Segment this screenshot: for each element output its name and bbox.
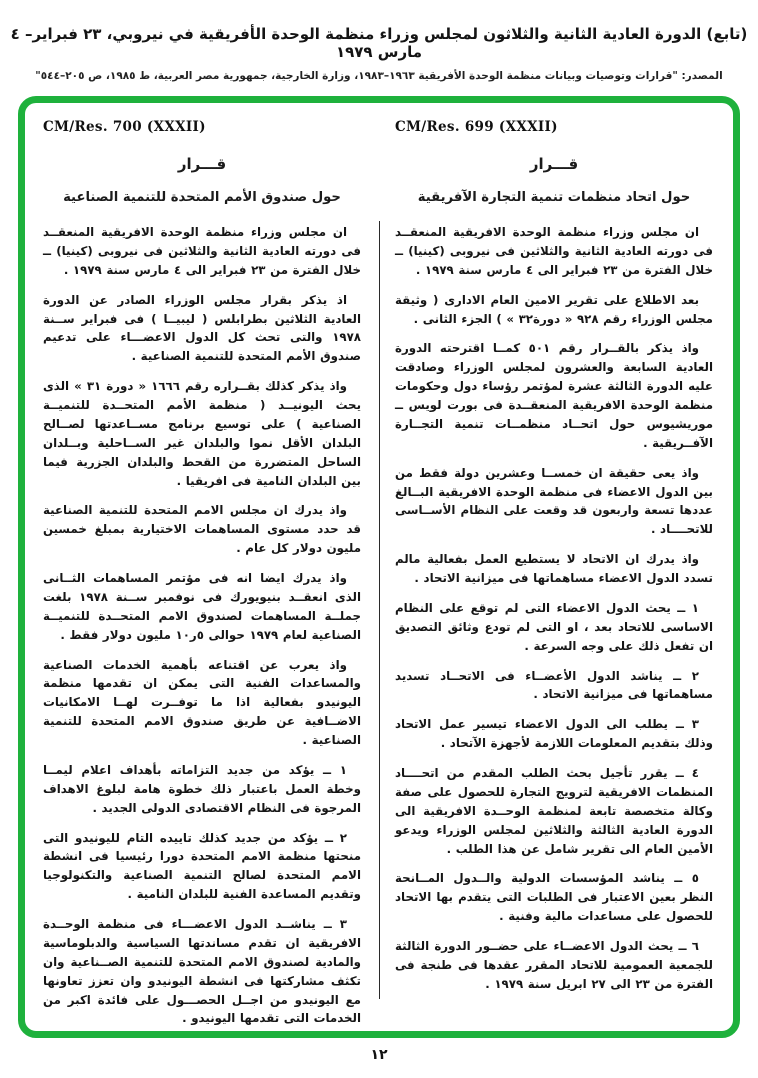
resolution-paragraph: واذ يعى حقيقة ان خمســا وعشرين دولة فقط من بين الدول الاعضاء فى منظمة الوحدة الافريقية البــالغ عددها تسعة واربعون قد وقعت على النظام الأســاسى للاتحــــاد .: [395, 465, 713, 537]
resolution-clause-5: ٥ ــ يناشد المؤسسات الدولية والــدول المــانحة النظر بعين الاعتبار فى الطلبات التى يتقدم بها الاتحاد للحصول على مساعدات مالية وفنية .: [395, 871, 713, 924]
resolution-ref: CM/Res. 700 (XXXII): [43, 119, 206, 135]
resolution-clause-1: ١ ــ يحث الدول الاعضاء التى لم توقع على النظام الاساسى للاتحاد بعد ، او التى لم تودع وثائق التصديق ان تفعل ذلك على وجه السرعة .: [395, 600, 713, 653]
resolution-paragraph: واذ يذكر كذلك بقــراره رقم ١٦٦٦ « دورة ٣١ » الذى يحث اليونيــد ( منظمة الأمم المتحــدة للتنميــة الصناعية ) على توسيع برنامج مســاعدتها لصــالح البلدان الأقل نموا والبلدان غير الســاحلية وبــلدان الساحل المتضررة من القحط والبلدان الجزرية فيما بين البلدان النامية فى افريقيا .: [43, 379, 361, 488]
resolution-paragraph: واذ يعرب عن اقتناعه بأهمية الخدمات الصناعية والمساعدات الفنية التى يمكن ان تقدمها منظمة اليونيدو بفعالية اذا ما توفــرت لهــا الامكانيات الاضــافية عن طريق صندوق الامم المتحدة للتنمية الصناعية .: [43, 657, 361, 747]
resolution-ref: CM/Res. 699 (XXXII): [395, 119, 558, 135]
resolution-paragraph: ان مجلس وزراء منظمة الوحدة الافريقية المنعقــد فى دورته العادية الثانية والثلاثين فى نيروبى (كينيا) ــ خلال الفترة من ٢٣ فبراير الى ٤ مارس سنة ١٩٧٩ .: [43, 225, 361, 277]
resolution-paragraph: واذ يذكر بالقــرار رقم ٥٠١ كمــا اقترحته الدورة العادية السابعة والعشرون لمجلس الوزراء وصادقت عليه الدورة الثالثة عشرة لمؤتمر رؤساء دول وحكومات منظمة الوحدة الافريقية المنعقــدة فى بورت لويس ــ موريشيوس حول اتحــاد منظمــات تنمية التجــارة الآفــريقية .: [395, 341, 713, 450]
resolution-clause-6: ٦ ــ يحث الدول الاعضــاء على حضــور الدورة الثالثة للجمعية العمومية للاتحاد المقرر عقدها فى طنجة فى الفترة من ٢٣ الى ٢٧ ابريل سنة ١٩٧٩ .: [395, 939, 713, 991]
resolution-paragraph: واذ يدرك ايضا انه فى مؤتمر المساهمات الثــانى الذى انعقــد بنيويورك فى نوفمبر ســنة ١٩٧٨ بلغت جملــة المساهمات لصندوق الامم المتحــدة للتنميــة الصناعية لعام ١٩٧٩ حوالى ٥ر١٠ مليون دولار فقط .: [43, 571, 361, 642]
resolution-clause-4: ٤ ــ يقرر تأجيل بحث الطلب المقدم من اتحــــاد المنظمات الافريقية لترويج التجارة للحصول على صفة وكالة متخصصة تابعة لمنظمة الوحــدة الافريقية الى الدورة العادية الثالثة والثلاثين لمجلس الوزراء ويدعو الأمين العام الى تقرير شامل عن هذا الطلب .: [395, 766, 713, 856]
decision-heading: قـــرار: [529, 155, 579, 173]
document-header: [0, 0, 758, 82]
resolution-clause-3: ٣ ــ يطلب الى الدول الاعضاء تيسير عمل الاتحاد وذلك بتقديم المعلومات اللازمة لأجهزة الآتحاد .: [395, 717, 713, 751]
resolution-clause-2: ٢ ــ يناشد الدول الأعضــاء فى الاتحــاد تسديد مساهماتها فى ميزانية الاتحاد .: [395, 668, 713, 702]
resolution-paragraph: اذ يذكر بقرار مجلس الوزراء الصادر عن الدورة العادية الثلاثين بطرابلس ( ليبيــا ) فى فبراير ســنة ١٩٧٨ والتى تحث كل الدول الاعضـــاء على تدعيم صندوق الأمم المتحدة للتنمية الصناعية .: [43, 292, 361, 364]
two-column-content: [25, 103, 733, 1031]
page-number: ١٢: [370, 1047, 388, 1063]
resolution-paragraph: واذ يدرك ان الاتحاد لا يستطيع العمل بفعالية مالم تسدد الدول الاعضاء مساهماتها فى ميزانية الاتحاد .: [395, 552, 713, 585]
source-line: المصدر: "قرارات وتوصيات وبيانات منظمة الوحدة الأفريقية ١٩٦٣–١٩٨٣، وزارة الخارجية، جمهورية مصر العربية، ط ١٩٨٥، ص ٢٠٥–٥٤٤": [35, 70, 723, 82]
resolution-clause-2: ٢ ــ يؤكد من جديد كذلك تاييده التام لليونيدو التى منحتها منظمة الامم المتحدة دورا رئيسيا فى انشطة الامم المتحدة لصالح التنمية الصناعية والتكنولوجيا وتقديم المساعدة الفنية للبلدان النامية .: [43, 830, 361, 902]
resolution-frame: [18, 96, 740, 1038]
decision-heading: قـــرار: [177, 155, 227, 173]
subject-heading: حول صندوق الأمم المتحدة للتنمية الصناعية: [63, 190, 341, 205]
resolution-clause-1: ١ ــ يؤكد من جديد التزاماته بأهداف اعلام ليمــا وخطة العمل باعتبار ذلك خطوة هامة لبلوغ الاهداف المرجوة فى النظام الاقتصادى الدولى الجديد .: [43, 762, 361, 815]
subject-heading: حول اتحاد منظمات تنمية التجارة الآفريقية: [417, 190, 691, 205]
page-title: (تابع) الدورة العادية الثانية والثلاثون لمجلس وزراء منظمة الوحدة الأفريقية في نيروبي، ٢٣ فبراير– ٤ مارس ١٩٧٩: [10, 25, 748, 61]
resolution-paragraph: واذ يدرك ان مجلس الامم المتحدة للتنمية الصناعية قد حدد مستوى المساهمات الاختيارية بمبلغ خمسين مليون دولار كل عام .: [43, 503, 361, 556]
column-resolution-699: [395, 119, 713, 1023]
resolution-paragraph: ان مجلس وزراء منظمة الوحدة الافريقية المنعقــد فى دورته العادية الثانية والثلاثين فى نيروبى (كينيا) ــ خلال الفترة من ٢٣ فبراير الى ٤ مارس سنة ١٩٧٩ .: [395, 225, 713, 277]
resolution-clause-3: ٣ ــ يناشــد الدول الاعضـــاء فى منظمة الوحــدة الافريقية ان تقدم مساندتها السياسية والدبلوماسية والمادية لصندوق الامم المتحدة للتنمية الصــناعية وان تكثف مشاركتها فى انشطة اليونيدو وان تعزز تعاونها مع اليونيدو من اجــل الحصـــول على فائدة اكبر من الخدمات التى تقدمها اليونيدو .: [43, 917, 361, 1026]
resolution-paragraph: بعد الاطلاع على تقرير الامين العام الادارى ( وثيقة مجلس الوزراء رقم ٩٢٨ « دورة٣٢ » ) الجزء الثانى .: [395, 292, 713, 326]
column-resolution-700: [43, 119, 361, 1026]
